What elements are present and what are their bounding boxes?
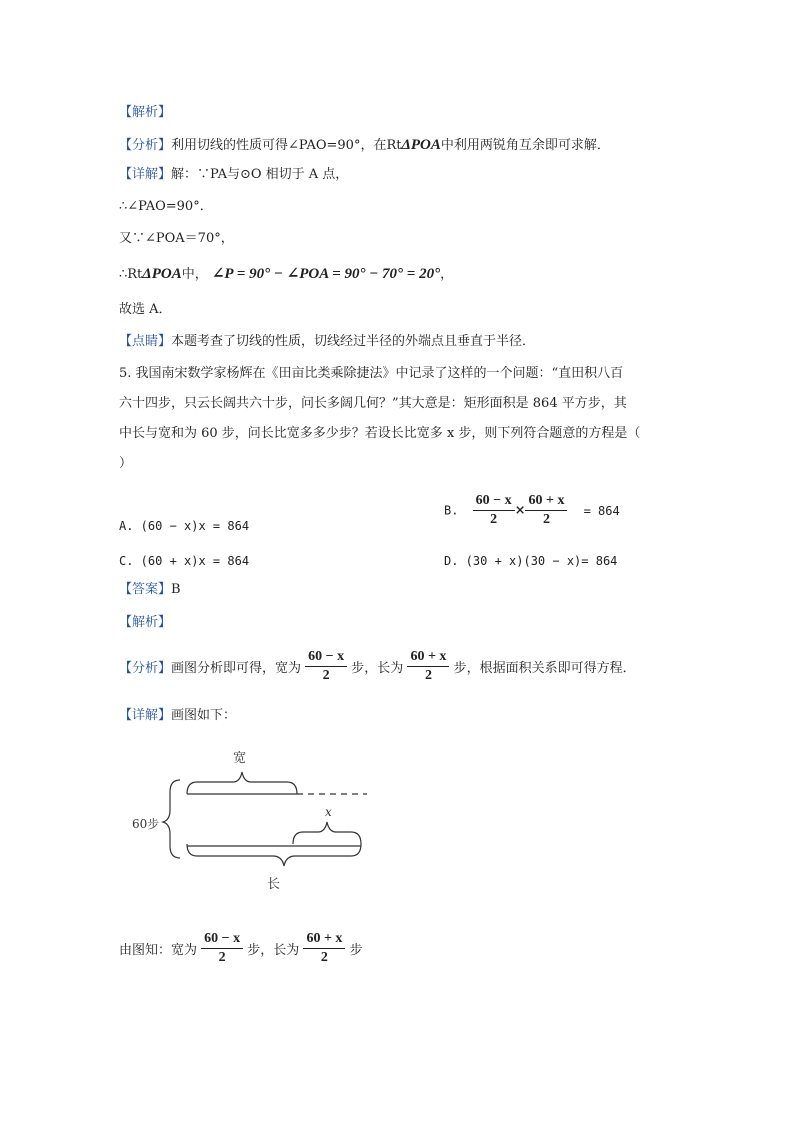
q4-dianjing-text: 本题考查了切线的性质，切线经过半径的外端点且垂直于半径． xyxy=(171,334,536,349)
q5-conclusion-a: 由图知：宽为 xyxy=(119,943,198,958)
q5-answer-tag: 【答案】 xyxy=(119,582,172,597)
q4-step1: ∴∠PAO=90°． xyxy=(119,199,213,214)
width-length-diagram xyxy=(125,742,385,902)
q5-option-b-frac1-den: 2 xyxy=(490,512,498,527)
q4-guxuan: 故选 A． xyxy=(119,302,172,317)
q5-option-b xyxy=(444,492,620,529)
q5-conclusion xyxy=(119,930,363,967)
diagram-label-kuan: 宽 xyxy=(233,751,247,766)
q4-step3-equation: ∠P = 90° − ∠POA = 90° − 70° = 20° xyxy=(211,266,441,282)
q5-conclusion-frac2 xyxy=(303,930,345,967)
q4-fenxi-tail: 中利用两锐角互余即可求解． xyxy=(440,138,610,153)
q5-stem-line1: 5. 我国南宋数学家杨辉在《田亩比类乘除捷法》中记录了这样的一个问题：“直田积八百 xyxy=(119,366,624,381)
q4-step3-prefix: ∴Rt xyxy=(119,267,143,282)
q5-stem-line4: ） xyxy=(119,456,133,471)
q5-conclusion-frac2-num: 60 + x xyxy=(303,930,345,949)
q5-option-b-times: × xyxy=(514,503,526,518)
q4-xiangjie-text: 解：∵PA与⊙O 相切于 A 点， xyxy=(171,167,349,182)
q5-fenxi-frac1 xyxy=(305,648,347,685)
q4-jiexi-heading: 【解析】 xyxy=(119,105,172,120)
q5-answer-value: B xyxy=(171,582,181,597)
q5-fenxi xyxy=(119,648,636,685)
q4-step3-triangle: ΔPOA xyxy=(142,266,182,282)
q5-conclusion-c: 步 xyxy=(349,943,363,958)
q4-fenxi-tag: 【分析】 xyxy=(119,138,172,153)
q4-fenxi xyxy=(119,135,610,156)
q5-fenxi-tag: 【分析】 xyxy=(119,661,172,676)
q5-conclusion-b: 步，长为 xyxy=(247,943,300,958)
diagram-brace-chang xyxy=(187,844,361,866)
diagram-label-sixty: 60步 xyxy=(132,817,160,831)
q4-fenxi-text: 利用切线的性质可得∠PAO=90°，在Rt xyxy=(171,138,402,153)
q5-fenxi-frac2 xyxy=(407,648,449,685)
q5-fenxi-c: 步，根据面积关系即可得方程． xyxy=(453,661,636,676)
q4-step3 xyxy=(119,264,453,285)
q5-fenxi-b: 步，长为 xyxy=(351,661,404,676)
q5-option-b-frac2 xyxy=(525,492,567,529)
q5-fenxi-a: 画图分析即可得，宽为 xyxy=(171,661,302,676)
q4-step2: 又∵∠POA＝70°， xyxy=(119,231,234,246)
q4-fenxi-triangle: ΔPOA xyxy=(401,137,441,153)
q5-option-c: C. (60 + x)x = 864 xyxy=(119,554,250,568)
q5-conclusion-frac1-den: 2 xyxy=(218,950,226,965)
q5-fenxi-frac1-den: 2 xyxy=(322,668,330,683)
q5-conclusion-frac1-num: 60 − x xyxy=(201,930,243,949)
q5-option-d: D. (30 + x)(30 − x)= 864 xyxy=(444,554,618,568)
q5-stem-line2: 六十四步，只云长阔共六十步，问长多阔几何？”其大意是：矩形面积是 864 平方步，其 xyxy=(119,396,627,411)
diagram-brace-kuan xyxy=(187,772,297,794)
q4-step3-end: ， xyxy=(440,267,454,282)
q4-dianjing-tag: 【点睛】 xyxy=(119,334,172,349)
q5-xiangjie xyxy=(119,706,236,726)
q5-fenxi-frac2-den: 2 xyxy=(424,668,432,683)
q5-conclusion-frac1 xyxy=(201,930,243,967)
q4-xiangjie xyxy=(119,165,348,185)
diagram-brace-x xyxy=(293,822,361,844)
q5-fenxi-frac1-num: 60 − x xyxy=(305,648,347,667)
q5-option-a: A. (60 − x)x = 864 xyxy=(119,519,250,533)
q5-option-b-frac2-num: 60 + x xyxy=(525,492,567,511)
q5-option-b-frac1-num: 60 − x xyxy=(473,492,515,511)
q5-answer xyxy=(119,580,181,600)
q5-jiexi-heading: 【解析】 xyxy=(119,615,172,630)
q4-xiangjie-tag: 【详解】 xyxy=(119,167,172,182)
q5-option-b-tail: = 864 xyxy=(583,503,620,518)
q5-conclusion-frac2-den: 2 xyxy=(320,950,328,965)
q5-option-b-label: B. xyxy=(444,503,459,518)
q5-option-b-frac2-den: 2 xyxy=(542,512,550,527)
q5-xiangjie-tag: 【详解】 xyxy=(119,708,172,723)
q5-xiangjie-text: 画图如下： xyxy=(171,708,237,723)
q4-step3-mid: 中， xyxy=(181,267,208,282)
q5-stem-line3: 中长与宽和为 60 步，问长比宽多多少步？若设长比宽多 x 步，则下列符合题意的方程是（ xyxy=(119,426,641,441)
q4-dianjing xyxy=(119,332,535,352)
q5-fenxi-frac2-num: 60 + x xyxy=(407,648,449,667)
q5-option-b-frac1 xyxy=(473,492,515,529)
diagram-label-chang: 长 xyxy=(267,877,281,892)
diagram-brace-sixty xyxy=(163,780,180,858)
diagram-label-x: x xyxy=(325,805,332,819)
